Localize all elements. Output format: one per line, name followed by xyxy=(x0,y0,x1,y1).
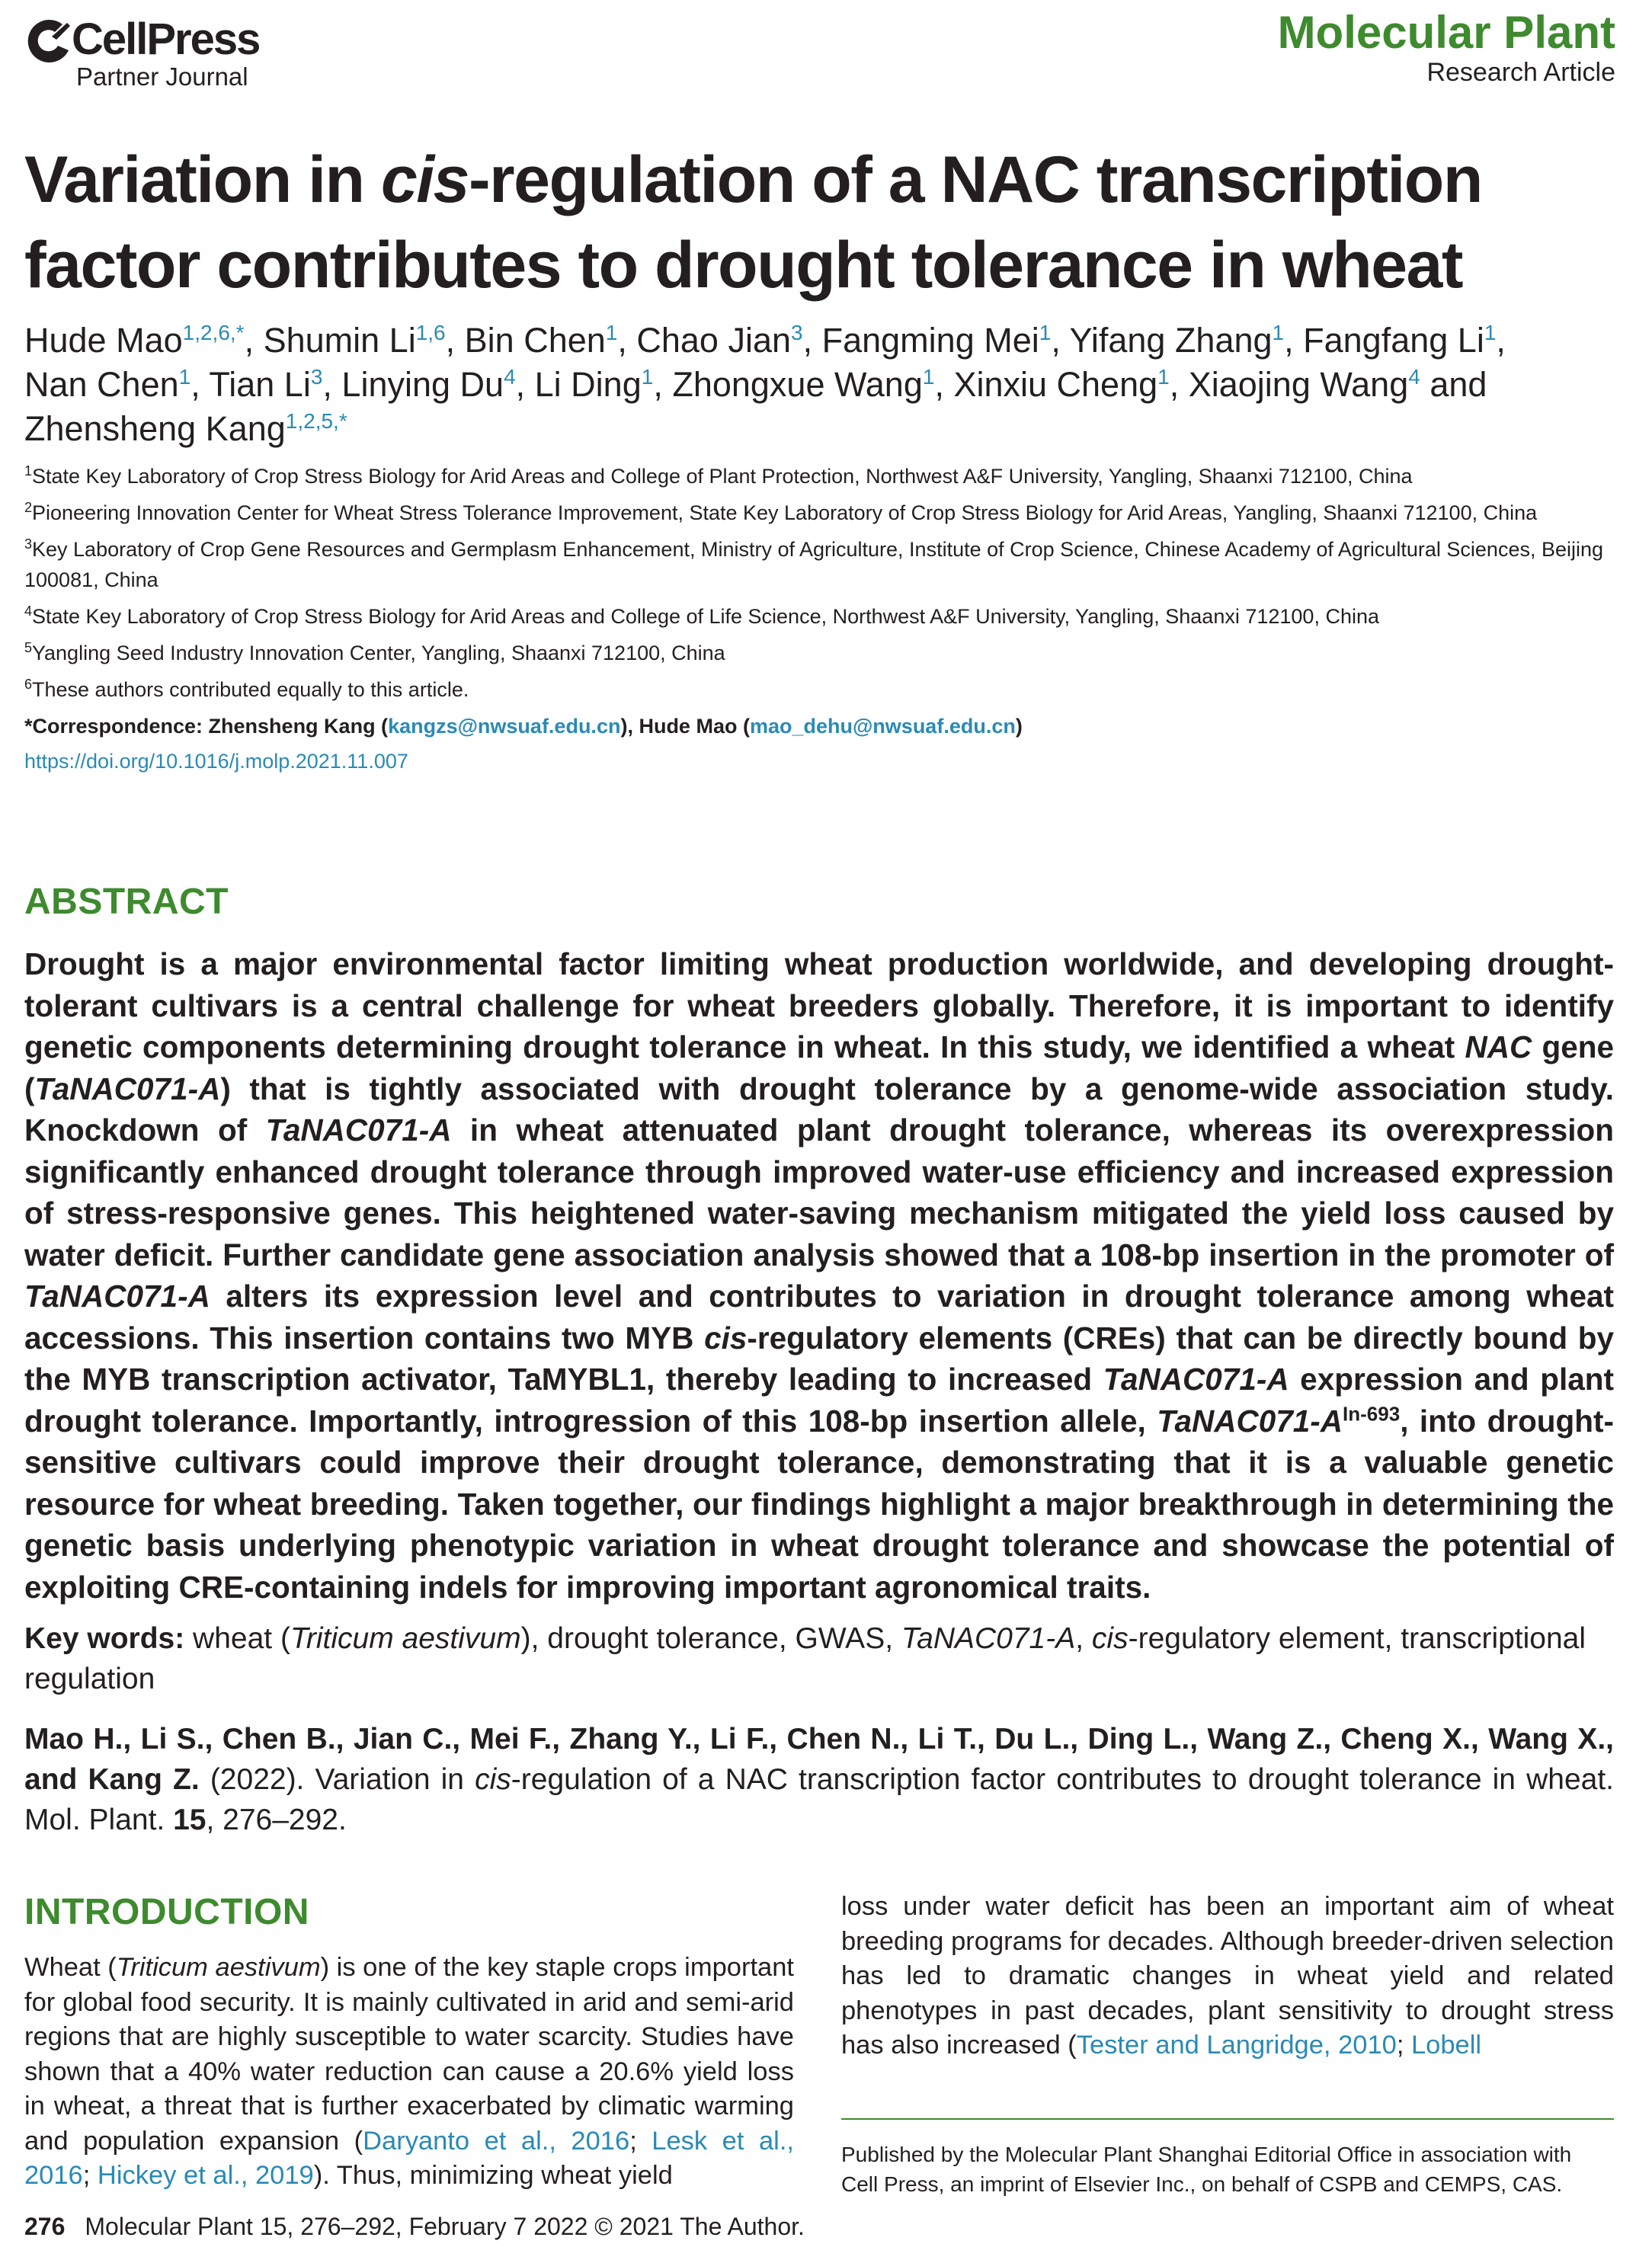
cellpress-logo[interactable] xyxy=(24,14,283,93)
author-name: Chao Jian xyxy=(636,321,792,360)
journal-name: Molecular Plant xyxy=(1277,7,1615,58)
affiliation-number: 4 xyxy=(24,603,33,619)
author-affiliation-marker[interactable]: 1 xyxy=(1484,321,1497,344)
author-affiliation-marker[interactable]: 1,2,5,* xyxy=(285,409,347,433)
citation: Mao H., Li S., Chen B., Jian C., Mei F., Zhang Y., Li F., Chen N., Li T., Du L., Ding L., Wang Z., Cheng X., Wang X., and Kang Z. (2022). Variation in cis-regulation of a NAC transcription factor contributes to drought tolerance in wheat. Mol. Plant. 15, 276–292. xyxy=(24,1723,1615,1836)
author-affiliation-marker[interactable]: 1 xyxy=(641,365,654,389)
author xyxy=(1070,321,1285,360)
author-affiliation-marker[interactable]: 4 xyxy=(504,365,516,389)
author xyxy=(953,365,1169,404)
author xyxy=(535,365,654,404)
author xyxy=(672,365,934,404)
author-name: Fangfang Li xyxy=(1303,321,1484,360)
author-separator: , xyxy=(802,321,822,360)
introduction-left-column: Wheat (Triticum aestivum) is one of the key staple crops important for global food security. It is mainly cultivated in arid and semi-arid regions that are highly susceptible to water scarcity. Studies have shown that a 40% water reduction can cause a 20.6% yield loss in wheat, a threat that is further exacerbated by climatic warming and population expansion (Daryanto et al., 2016; Lesk et al., 2016; Hickey et al., 2019). Thus, minimizing wheat yield xyxy=(24,1953,794,2190)
author-name: Linying Du xyxy=(341,365,504,404)
affiliation-number: 6 xyxy=(24,677,33,692)
author xyxy=(822,321,1052,360)
author-separator: , xyxy=(1051,321,1070,360)
introduction-heading: INTRODUCTION xyxy=(24,1892,309,1932)
author-separator: , xyxy=(653,365,673,404)
author-affiliation-marker[interactable]: 1 xyxy=(922,365,935,389)
affiliation-text: These authors contributed equally to this article. xyxy=(32,678,469,701)
author-separator: , xyxy=(244,321,264,360)
author-name: Bin Chen xyxy=(464,321,606,360)
author-separator: , xyxy=(190,365,210,404)
affiliation-item xyxy=(24,461,1625,491)
author-affiliation-marker[interactable]: 1 xyxy=(1039,321,1052,344)
author xyxy=(24,365,190,404)
author xyxy=(24,321,245,360)
author-affiliation-marker[interactable]: 1 xyxy=(178,365,191,389)
author-name: Tian Li xyxy=(209,365,311,404)
affiliation-number: 2 xyxy=(24,500,33,515)
article-title: Variation in cis-regulation of a NAC transcription factor contributes to drought tolerance in wheat xyxy=(24,143,1482,302)
author-affiliation-marker[interactable]: 1 xyxy=(1157,365,1170,389)
affiliation-text: State Key Laboratory of Crop Stress Biology for Arid Areas and College of Plant Protection, Northwest A&F University, Yangling, Shaanxi 712100, China xyxy=(32,465,1413,488)
article-type: Research Article xyxy=(1426,58,1615,87)
logo-wordmark: CellPress xyxy=(72,14,260,64)
affiliation-item xyxy=(24,534,1625,595)
affiliation-text: Yangling Seed Industry Innovation Center, Yangling, Shaanxi 712100, China xyxy=(32,642,725,664)
author xyxy=(341,365,515,404)
author-separator: , xyxy=(322,365,342,404)
abstract-heading: ABSTRACT xyxy=(24,882,229,922)
author-name: Xiaojing Wang xyxy=(1188,365,1409,404)
ref-link-lesk[interactable]: Lesk et al., 2016 xyxy=(24,2126,794,2190)
author-name: Zhongxue Wang xyxy=(672,365,923,404)
page-number: 276 xyxy=(24,2213,66,2240)
author-separator: , xyxy=(1169,365,1189,404)
affiliation-number: 5 xyxy=(24,640,33,655)
author-separator: , xyxy=(445,321,465,360)
affiliation-text: Key Laboratory of Crop Gene Resources and Germplasm Enhancement, Ministry of Agriculture, Institute of Crop Science, Chinese Academy of Agricultural Sciences, Beijing 100081, China xyxy=(24,538,1604,591)
logo-subtitle: Partner Journal xyxy=(76,62,248,91)
abstract-text: Drought is a major environmental factor limiting wheat production worldwide, and developing drought-tolerant cultivars is a central challenge for wheat breeders globally. Therefore, it is important to identify genetic components determining drought tolerance in wheat. In this study, we identified a wheat NAC gene (TaNAC071-A) that is tightly associated with drought tolerance by a genome-wide association study. Knockdown of TaNAC071-A in wheat attenuated plant drought tolerance, whereas its overexpression significantly enhanced drought tolerance through improved water-use efficiency and increased expression of stress-responsive genes. This heightened water-saving mechanism mitigated the yield loss caused by water deficit. Further candidate gene association analysis showed that a 108-bp insertion in the promoter of TaNAC071-A alters its expression level and contributes to variation in drought tolerance among wheat accessions. This insertion contains two MYB cis-regulatory elements (CREs) that can be directly bound by the MYB transcription activator, TaMYBL1, thereby leading to increased TaNAC071-A expression and plant drought tolerance. Importantly, introgression of this 108-bp insertion allele, $TaNAC071-A^{In-693}$, into drought-sensitive cultivars could improve their drought tolerance, demonstrating that it is a valuable genetic resource for wheat breeding. Taken together, our findings highlight a major breakthrough in determining the genetic basis underlying phenotypic variation in wheat drought tolerance and showcase the potential of exploiting CRE-containing indels for improving important agronomical traits. xyxy=(24,946,1615,1605)
author-affiliation-marker[interactable]: 3 xyxy=(310,365,323,389)
author-affiliation-marker[interactable]: 1,6 xyxy=(415,321,446,344)
author-separator: , xyxy=(1284,321,1304,360)
ref-link-daryanto[interactable]: Daryanto et al., 2016 xyxy=(363,2126,630,2156)
page-footer xyxy=(24,2213,805,2241)
author-affiliation-marker[interactable]: 1 xyxy=(605,321,618,344)
affiliation-item xyxy=(24,601,1625,632)
publisher-note-divider xyxy=(841,2118,1614,2120)
author xyxy=(636,321,802,360)
author xyxy=(24,409,347,448)
author-separator: and xyxy=(1420,365,1487,404)
author-affiliation-marker[interactable]: 1 xyxy=(1272,321,1285,344)
ref-link-lobell[interactable]: Lobell xyxy=(1411,2031,1482,2060)
gene-name: TaNAC071-A xyxy=(1103,1362,1289,1397)
email-link-mao[interactable]: mao_dehu@nwsuaf.edu.cn xyxy=(749,715,1016,738)
author-separator: , xyxy=(515,365,535,404)
author-name: Xinxiu Cheng xyxy=(953,365,1158,404)
keywords: Key words: wheat (Triticum aestivum), drought tolerance, GWAS, TaNAC071-A, cis-regulatory element, transcriptional regulation xyxy=(24,1622,1586,1695)
author xyxy=(1303,321,1496,360)
author xyxy=(209,365,322,404)
footer-citation: Molecular Plant 15, 276–292, February 7 2022 © 2021 The Author. xyxy=(85,2213,805,2240)
affiliation-text: Pioneering Innovation Center for Wheat Stress Tolerance Improvement, State Key Laboratory of Crop Stress Biology for Arid Areas, Yangling, Shaanxi 712100, China xyxy=(32,501,1538,524)
cellpress-logo-icon xyxy=(24,17,73,66)
author xyxy=(264,321,446,360)
ref-link-hickey[interactable]: Hickey et al., 2019 xyxy=(97,2161,314,2190)
author-affiliation-marker[interactable]: 1,2,6,* xyxy=(182,321,245,344)
author-name: Li Ding xyxy=(534,365,642,404)
author-name: Fangming Mei xyxy=(821,321,1039,360)
affiliation-number: 3 xyxy=(24,536,33,552)
gene-name: TaNAC071-A xyxy=(265,1112,452,1148)
author-list xyxy=(24,318,1625,451)
author xyxy=(1189,365,1420,404)
publisher-note: Published by the Molecular Plant Shanghai Editorial Office in association with Cell Press, an imprint of Elsevier Inc., on behalf of CSPB and CEMPS, CAS. xyxy=(841,2143,1572,2196)
correspondence: *Correspondence: Zhensheng Kang (kangzs@nwsuaf.edu.cn), Hude Mao (mao_dehu@nwsuaf.edu.cn) xyxy=(24,715,1023,738)
author-name: Zhensheng Kang xyxy=(24,409,286,448)
gene-name: TaNAC071-A xyxy=(24,1279,210,1314)
affiliations xyxy=(24,461,1625,776)
affiliation-text: State Key Laboratory of Crop Stress Biology for Arid Areas and College of Life Science, Northwest A&F University, Yangling, Shaanxi 712100, China xyxy=(32,605,1379,628)
author xyxy=(465,321,618,360)
author-separator: , xyxy=(934,365,954,404)
author-separator: , xyxy=(1496,321,1506,360)
affiliation-number: 1 xyxy=(24,463,33,479)
author-name: Shumin Li xyxy=(263,321,416,360)
doi-link[interactable]: https://doi.org/10.1016/j.molp.2021.11.007 xyxy=(24,750,408,773)
author-separator: , xyxy=(617,321,637,360)
email-link-kang[interactable]: kangzs@nwsuaf.edu.cn xyxy=(388,715,621,738)
ref-link-tester[interactable]: Tester and Langridge, 2010 xyxy=(1076,2031,1397,2060)
affiliation-item xyxy=(24,674,1625,705)
affiliation-item xyxy=(24,498,1625,528)
introduction-right-column: loss under water deficit has been an important aim of wheat breeding programs for decades. Although breeder-driven selection has led to dramatic changes in wheat yield and related phenotypes in past decades, plant sensitivity to drought stress has also increased (Tester and Langridge, 2010; Lobell xyxy=(841,1892,1614,2060)
author-name: Yifang Zhang xyxy=(1069,321,1273,360)
affiliation-item xyxy=(24,638,1625,668)
gene-name: TaNAC071-A xyxy=(1157,1403,1343,1439)
author-affiliation-marker[interactable]: 4 xyxy=(1408,365,1420,389)
author-affiliation-marker[interactable]: 3 xyxy=(791,321,803,344)
author-name: Nan Chen xyxy=(24,365,179,404)
author-name: Hude Mao xyxy=(24,321,183,360)
